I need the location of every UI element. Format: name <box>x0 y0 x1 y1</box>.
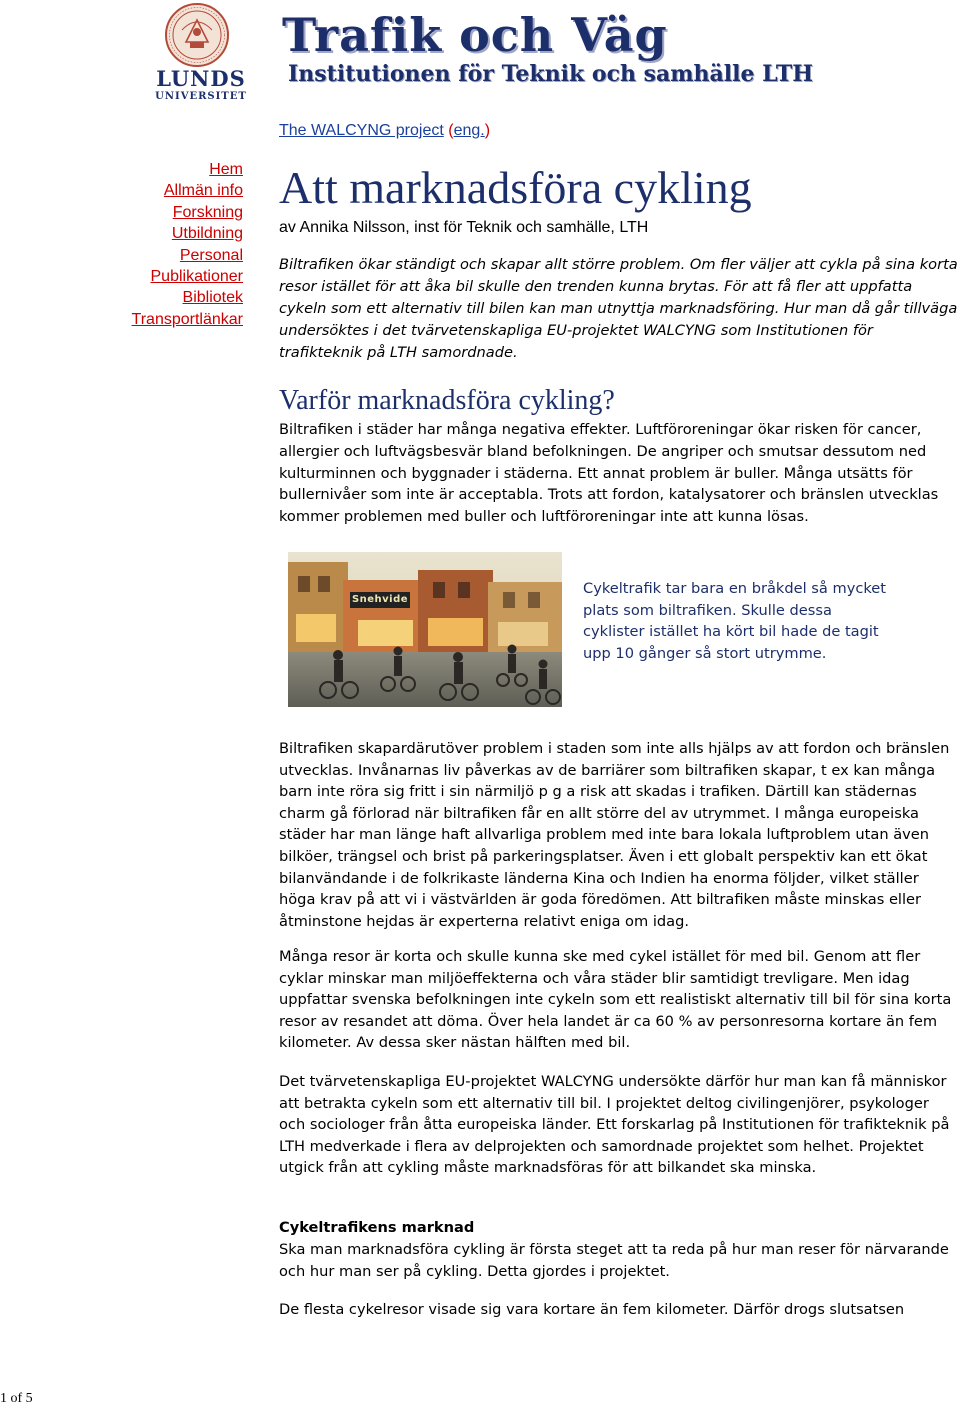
shop-sign: Snehvide <box>350 592 410 608</box>
project-link-line <box>279 121 490 141</box>
nav-link-allman-info[interactable]: Allmän info <box>163 182 243 200</box>
logo-wordmark-lunds: LUNDS <box>156 66 246 91</box>
walcyng-project-link[interactable]: The WALCYNG project <box>279 122 444 139</box>
project-link-paren-open: ( <box>443 122 454 139</box>
body-paragraph-1: Biltrafiken skapardärutöver problem i staden som inte alls hjälps av att fordon och bränslen utvecklas. Invånarnas liv påverkas av de barriärer som biltrafiken skapar, t ex kan många barn inte röra sig fritt i sin närmiljö p g a risk att skadas i trafiken. Därtill kan städernas charm gå förlorad när biltrafiken får en allt större del av utrymmet. I många europeiska städer har man länge haft allvarliga problem med inte bara lokala luftproblem utan även bilköer, trängsel och brist på parkeringsplatser. Även i ett globalt perspektiv kan ett ökat bilanvändande i de folkrikaste länderna Kina och Indien ha enorma följder, vilket ställer höga krav på att vi i västvärlden är goda föredömen. Att biltrafiken måste minskas eller åtminstone hejdas är experterna relativt eniga om idag. <box>279 740 950 930</box>
nav-link-forskning[interactable]: Forskning <box>172 203 243 221</box>
section-body-paragraph: Biltrafiken i städer har många negativa effekter. Luftföroreningar ökar risken för cancer, allergier och luftvägsbesvär bland befolkningen. De angriper och smutsar dessutom ned kulturminnen och byggnader i städerna. Ett annat problem är buller. Många utsätts för bullernivåer som inte är acceptabla. Trots att fordon, katalysatorer och bränslen utvecklas kommer problemen med buller och luftföroreningar inte att kunna lösas. <box>279 421 939 526</box>
photo-caption: Cykeltrafik tar bara en bråkdel så mycket plats som biltrafiken. Skulle dessa cyklister istället ha kört bil hade de tagit upp 10 gånger så stort utrymme. <box>583 580 886 662</box>
english-version-link[interactable]: eng. <box>453 122 485 139</box>
body-paragraph-5: De flesta cykelresor visade sig vara kortare än fem kilometer. Därför drogs slutsatsen <box>279 1301 905 1318</box>
nav-link-utbildning[interactable]: Utbildning <box>171 225 243 243</box>
project-link-paren-close: ) <box>484 122 491 139</box>
university-seal-icon <box>164 2 230 68</box>
page-title: Att marknadsföra cykling <box>279 162 752 213</box>
sidebar-nav <box>100 159 243 330</box>
nav-link-personal[interactable]: Personal <box>179 246 243 264</box>
nav-link-publikationer[interactable]: Publikationer <box>150 268 243 286</box>
banner-subtitle: Institutionen för Teknik och samhälle LTH <box>288 61 814 87</box>
nav-link-bibliotek[interactable]: Bibliotek <box>182 289 243 307</box>
lund-university-logo <box>155 2 247 104</box>
logo-wordmark-universitet: UNIVERSITET <box>155 91 247 102</box>
nav-link-hem[interactable]: Hem <box>209 161 243 178</box>
section-heading: Varför marknadsföra cykling? <box>279 385 615 416</box>
cyclists-photo-illustration <box>288 552 562 707</box>
page-number: 1 of 5 <box>0 1391 33 1406</box>
body-paragraph-4: Ska man marknadsföra cykling är första steget att ta reda på hur man reser för närvarande och hur man ser på cykling. Detta gjordes i projektet. <box>279 1241 949 1280</box>
banner-title: Trafik och Väg <box>282 8 668 62</box>
body-paragraph-3: Det tvärvetenskapliga EU-projektet WALCYNG undersökte därför hur man kan få människor att betrakta cykeln som ett alternativ till bil. I projektet deltog civilingenjörer, psykologer och sociologer från åtta europeiska länder. Ett forskarlag på Institutionen för trafikteknik på LTH medverkade i flera av delprojekten och samordnade projektet som helhet. Projektet utgick från att cykling måste marknadsföras för att bilkandet ska minska. <box>279 1073 950 1177</box>
body-paragraph-2: Många resor är korta och skulle kunna ske med cykel istället för med bil. Genom att fler cyklar minskar man miljöeffekterna och våra städer blir samtidigt trevligare. Men idag uppfattar svenska befolkningen inte cykeln som ett realistiskt alternativ till bil för sina korta resor av resandet att döma. Över hela landet är ca 60 % av personresorna kortare än fem kilometer. Av dessa sker nästan hälften med bil. <box>279 948 952 1052</box>
byline: av Annika Nilsson, inst för Teknik och samhälle, LTH <box>279 219 649 236</box>
sub-heading: Cykeltrafikens marknad <box>279 1219 475 1236</box>
cyclists-photo <box>288 552 562 707</box>
nav-link-transportlankar[interactable]: Transportlänkar <box>131 310 243 328</box>
intro-paragraph: Biltrafiken ökar ständigt och skapar allt större problem. Om fler väljer att cykla på sina korta resor istället för att åka bil skulle den trenden kunna brytas. För att få fler att uppfatta cykeln som ett alternativ till bilen kan man utnyttja marknadsföring. Hur man då går tillväga undersöktes i det tvärvetenskapliga EU-projektet WALCYNG som Institutionen för trafikteknik på LTH samordnade. <box>279 256 958 361</box>
